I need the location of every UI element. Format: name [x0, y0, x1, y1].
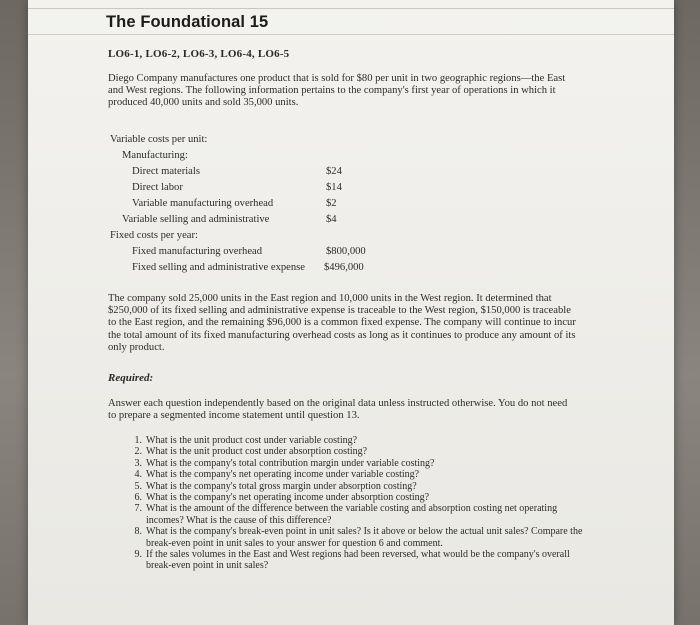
fixed-costs-header: Fixed costs per year: [110, 230, 198, 241]
regions-paragraph: The company sold 25,000 units in the East region and 10,000 units in the West region. It determined that $250,000 of its fixed selling and administrative expense is traceable to the West region, $150,000 is traceable to the East region, and the remaining $96,000 is a common fixed expense. The company will continue to incur the total amount of its fixed manufacturing overhead costs as long as it continues to produce any amount of its only product. [108, 293, 576, 353]
question-number: 5. [134, 480, 142, 492]
cost-label-variable-selling-admin: Variable selling and administrative [122, 214, 270, 225]
question-list [128, 435, 588, 572]
learning-objectives: LO6-1, LO6-2, LO6-3, LO6-4, LO6-5 [108, 48, 290, 60]
question-item [128, 549, 588, 572]
question-item [128, 469, 588, 480]
title-rule [28, 34, 674, 35]
variable-costs-header: Variable costs per unit: [110, 134, 208, 145]
cost-label-direct-materials: Direct materials [132, 166, 200, 177]
question-item [128, 526, 588, 549]
question-number: 3. [134, 457, 142, 469]
textbook-page [28, 0, 674, 625]
cost-value-fixed-mfg-overhead: $800,000 [326, 246, 366, 257]
question-number: 2. [134, 446, 142, 458]
question-text: What is the company's net operating income under absorption costing? [146, 492, 430, 504]
question-text: What is the amount of the difference between the variable costing and absorption costing net operating incomes? What is the cause of this difference? [146, 503, 558, 526]
question-item [128, 458, 588, 469]
question-number: 7. [134, 503, 142, 515]
question-item [128, 446, 588, 457]
cost-label-fixed-selling-admin: Fixed selling and administrative expense [132, 262, 305, 273]
question-number: 4. [134, 469, 142, 481]
cost-label-fixed-mfg-overhead: Fixed manufacturing overhead [132, 246, 263, 257]
intro-paragraph: Diego Company manufactures one product that is sold for $80 per unit in two geographic regions—the East and West regions. The following information pertains to the company's first year of operations in which it produced 40,000 units and sold 35,000 units. [108, 73, 566, 109]
cost-value-variable-selling-admin: $4 [326, 214, 337, 225]
question-number: 9. [134, 549, 142, 561]
instructions-paragraph: Answer each question independently based on the original data unless instructed otherwise. You do not need to prepare a segmented income statement until question 13. [108, 398, 568, 422]
page-title: The Foundational 15 [106, 13, 269, 31]
question-text: If the sales volumes in the East and West regions had been reversed, what would be the company's overall break-even point in unit sales? [146, 549, 570, 572]
top-rule [28, 8, 674, 9]
question-number: 6. [134, 492, 142, 504]
cost-value-variable-mfg-overhead: $2 [326, 198, 337, 209]
cost-value-direct-materials: $24 [326, 166, 342, 177]
question-text: What is the company's break-even point in unit sales? Is it above or below the actual unit sales? Compare the break-even point in unit sales to your answer for question 6 and comment. [146, 526, 583, 549]
question-text: What is the unit product cost under absorption costing? [146, 446, 368, 458]
question-number: 8. [134, 526, 142, 538]
question-text: What is the company's total contribution margin under variable costing? [146, 457, 435, 469]
cost-value-fixed-selling-admin: $496,000 [324, 262, 364, 273]
question-number: 1. [134, 435, 142, 446]
question-item [128, 503, 588, 526]
question-item [128, 492, 588, 503]
question-text: What is the company's net operating income under variable costing? [146, 469, 420, 481]
question-item [128, 435, 588, 446]
question-text: What is the unit product cost under variable costing? [146, 435, 358, 446]
required-heading: Required: [108, 372, 154, 384]
manufacturing-header: Manufacturing: [122, 150, 188, 161]
question-text: What is the company's total gross margin under absorption costing? [146, 480, 417, 492]
cost-label-direct-labor: Direct labor [132, 182, 183, 193]
question-item [128, 481, 588, 492]
cost-value-direct-labor: $14 [326, 182, 342, 193]
cost-label-variable-mfg-overhead: Variable manufacturing overhead [132, 198, 274, 209]
